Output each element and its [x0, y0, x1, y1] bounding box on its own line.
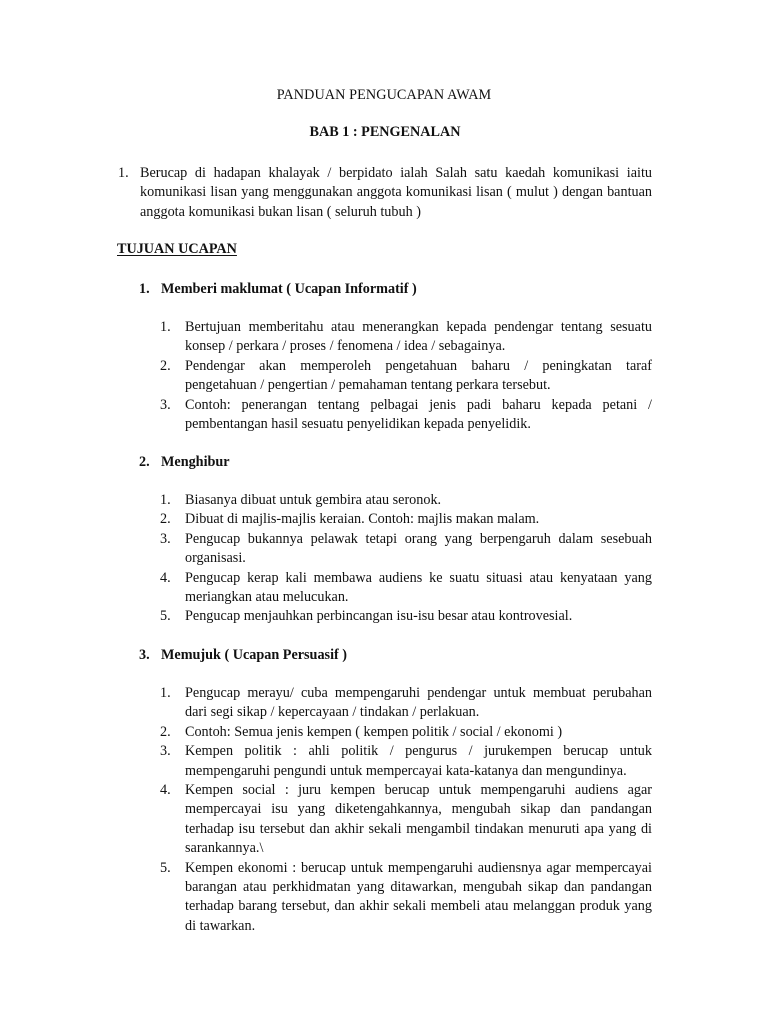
list-item: [160, 569, 652, 608]
list-item-number: 4.: [160, 569, 171, 586]
subsection-number: 3.: [139, 647, 150, 663]
list-item-number: 4.: [160, 782, 171, 799]
list-item: [160, 723, 652, 742]
list-item-text: Pengucap kerap kali membawa audiens ke suatu situasi atau kenyataan yang meriangkan atau melucukan.: [185, 569, 652, 606]
section-heading: TUJUAN UCAPAN: [117, 241, 237, 257]
list-item-text: Kempen ekonomi : berucap untuk mempengaruhi audiensnya agar mempercayai barangan atau perkhidmatan yang ditawarkan, mengubah sikap dan pandangan terhadap barang tersebut, dan akhir sekali membeli atau melanggan produk yang di tawarkan.: [185, 859, 652, 934]
list-item-text: Bertujuan memberitahu atau menerangkan kepada pendengar tentang sesuatu konsep / perkara / proses / fenomena / idea / sebagainya.: [185, 319, 652, 355]
list-item-text: Contoh: penerangan tentang pelbagai jenis padi baharu kepada petani / pembentangan hasil sesuatu penyelidikan kepada penyelidik.: [185, 396, 652, 433]
intro-paragraph: [118, 164, 652, 222]
list-item-number: 2.: [160, 357, 171, 374]
subsection-number: 2.: [139, 454, 150, 470]
subsection-heading: [139, 453, 230, 472]
list-item: [160, 357, 652, 396]
subsection-list: [160, 491, 652, 627]
list-item-number: 2.: [160, 723, 171, 740]
list-item: [160, 530, 652, 569]
list-item-text: Pengucap menjauhkan perbincangan isu-isu besar atau kontrovesial.: [185, 608, 573, 625]
list-item: [160, 859, 652, 937]
list-item-text: Pengucap merayu/ cuba mempengaruhi pendengar untuk membuat perubahan dari segi sikap / kepercayaan / tindakan / perlakuan.: [185, 685, 652, 721]
subsection-heading: [139, 646, 347, 665]
subsection-title: Memberi maklumat ( Ucapan Informatif ): [161, 281, 417, 297]
list-item-text: Dibuat di majlis-majlis keraian. Contoh: majlis makan malam.: [185, 511, 540, 528]
subsection-list: [160, 318, 652, 434]
subsection-title: Menghibur: [161, 454, 230, 470]
list-item: [160, 607, 652, 626]
list-item: [160, 742, 652, 781]
subsection-number: 1.: [139, 281, 150, 297]
subsection-heading: [139, 280, 417, 299]
list-item-number: 1.: [160, 319, 171, 335]
list-item-text: Pendengar akan memperoleh pengetahuan baharu / peningkatan taraf pengetahuan / pengertian / pemahaman tentang perkara tersebut.: [185, 357, 652, 394]
list-item-number: 3.: [160, 396, 171, 413]
list-item: [160, 684, 652, 723]
list-item: [160, 510, 652, 529]
list-item-text: Contoh: Semua jenis kempen ( kempen politik / social / ekonomi ): [185, 723, 563, 740]
list-item-number: 1.: [160, 685, 171, 701]
list-item-number: 3.: [160, 743, 171, 760]
list-item: [160, 318, 652, 357]
list-item-number: 5.: [160, 608, 171, 625]
list-item-number: 3.: [160, 530, 171, 547]
subsection-list: [160, 684, 652, 936]
list-item: [160, 781, 652, 859]
list-item-number: 2.: [160, 511, 171, 528]
list-item-text: Pengucap bukannya pelawak tetapi orang yang berpengaruh dalam sesebuah organisasi.: [185, 530, 652, 567]
list-item-number: 5.: [160, 859, 171, 876]
list-item-text: Biasanya dibuat untuk gembira atau seronok.: [185, 492, 442, 508]
list-item-number: 1.: [160, 492, 171, 508]
subsection-title: Memujuk ( Ucapan Persuasif ): [161, 647, 348, 663]
list-item: [160, 491, 652, 510]
list-item: [160, 396, 652, 435]
list-item-text: Kempen politik : ahli politik / pengurus / jurukempen berucap untuk mempengaruhi pengundi untuk mempercayai kata-katanya dan mengundinya.: [185, 743, 652, 779]
intro-text: Berucap di hadapan khalayak / berpidato ialah Salah satu kaedah komunikasi iaitu komunikasi lisan yang menggunakan anggota komunikasi lisan ( mulut ) dengan bantuan anggota komunikasi bukan lisan ( seluruh tubuh ): [140, 165, 652, 220]
list-item-text: Kempen social : juru kempen berucap untuk mempengaruhi audiens agar mempercayai isu yang diketengahkannya, mengubah sikap dan pandangan terhadap isu tersebut dan akhir sekali mengambil tindakan menuruti apa yang di sarankannya.\: [185, 782, 652, 857]
chapter-title: BAB 1 : PENGENALAN: [309, 124, 461, 140]
intro-number: 1.: [118, 165, 129, 181]
document-title: PANDUAN PENGUCAPAN AWAM: [276, 87, 492, 103]
